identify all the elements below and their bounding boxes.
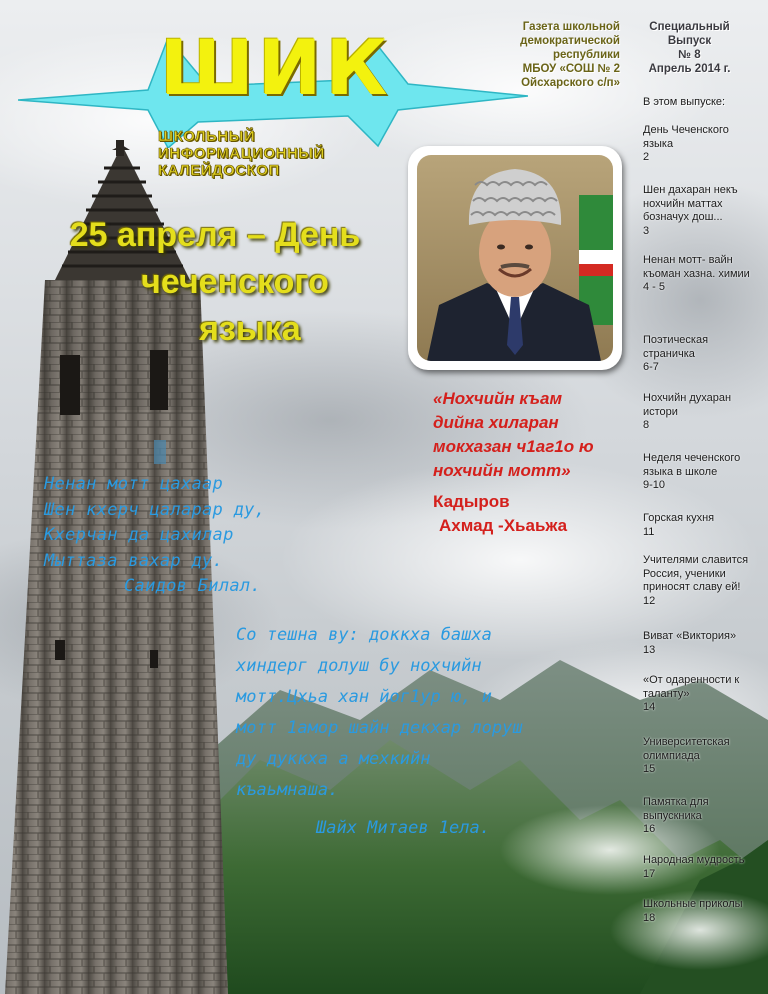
toc-item[interactable]	[643, 334, 755, 375]
toc-item[interactable]	[643, 124, 755, 165]
issue-info	[632, 20, 747, 76]
main-headline	[30, 212, 400, 353]
newspaper-title: ШИК	[160, 23, 392, 112]
portrait-photo-frame	[408, 146, 622, 370]
toc-item-page: 13	[643, 643, 656, 656]
subtitle-line: ШКОЛЬНЫЙ	[158, 128, 256, 145]
toc-item[interactable]	[643, 898, 755, 925]
poem-line: Кхерчан да цахилар	[44, 525, 234, 545]
toc-item[interactable]	[643, 854, 755, 881]
toc-item[interactable]	[643, 554, 755, 608]
saying-block	[236, 620, 606, 806]
toc-item-page: 16	[643, 823, 656, 835]
poem-line: Мыттаза вахар ду.	[44, 550, 224, 571]
newspaper-publisher-info	[480, 20, 620, 90]
saying-line: ду дуккха а мехкийн	[236, 749, 431, 769]
toc-item-page: 12	[643, 594, 656, 607]
publisher-line: Ойсхарского с/п»	[521, 77, 620, 89]
toc-item-title: Нохчийн духаран истори	[643, 392, 732, 418]
poem-author: Саидов Билал.	[124, 576, 261, 596]
toc-item-title: «От одаренности к таланту»	[643, 674, 740, 700]
subtitle-line: КАЛЕЙДОСКОП	[158, 162, 280, 179]
toc-item-title: Неделя чеченского языка в школе	[643, 452, 741, 478]
toc-item[interactable]	[643, 452, 755, 493]
publisher-line: МБОУ «СОШ № 2	[522, 63, 620, 75]
issue-line: Специальный	[649, 21, 730, 33]
saying-author: Шайх Митаев 1ела.	[316, 818, 490, 838]
poem-line: Шен кхерч цаларар ду,	[44, 499, 266, 520]
quote-line: нохчийн мотт»	[433, 461, 571, 480]
toc-item[interactable]	[643, 254, 755, 295]
toc-item[interactable]	[643, 796, 755, 837]
toc-item-page: 2	[643, 151, 650, 163]
toc-item-page: 17	[643, 867, 656, 880]
issue-date: Апрель 2014 г.	[648, 63, 731, 75]
issue-number: № 8	[678, 49, 701, 61]
toc-item-title: Народная мудрость	[643, 854, 745, 866]
toc-item-title: Учителями славится Россия, ученики приносят славу ей!	[643, 554, 749, 593]
toc-item-title: День Чеченского языка	[643, 124, 729, 150]
saying-line: Со тешна ву: доккха башха	[236, 625, 492, 645]
publisher-line: демократической	[520, 35, 620, 47]
toc-item-title: Виват «Виктория»	[643, 630, 737, 642]
toc-item-page: 9-10	[643, 479, 666, 491]
toc-item[interactable]	[643, 736, 755, 777]
toc-item[interactable]	[643, 674, 755, 715]
newspaper-subtitle	[158, 128, 325, 179]
toc-item[interactable]	[643, 512, 755, 539]
toc-item-page: 18	[643, 911, 656, 924]
toc-item-page: 14	[643, 701, 656, 713]
author-line: Кадыров	[433, 492, 510, 511]
toc-item-title: Шен дахаран некъ нохчийн маттах бозначух дош...	[643, 184, 738, 223]
leader-quote	[433, 387, 633, 483]
toc-item-page: 4 - 5	[643, 281, 666, 293]
saying-line: къаьмнаша.	[236, 780, 339, 800]
toc-item-page: 3	[643, 224, 650, 237]
toc-item-title: Университетская олимпиада	[643, 736, 730, 762]
toc-item-title: Школьные приколы	[643, 898, 743, 910]
toc-item-title: Поэтическая страничка	[643, 334, 709, 360]
toc-item-page: 6-7	[643, 361, 659, 373]
issue-line: Выпуск	[667, 35, 712, 47]
publisher-line: республики	[552, 49, 620, 61]
toc-item-page: 15	[643, 763, 656, 775]
toc-item-page: 11	[643, 525, 655, 538]
toc-item[interactable]	[643, 392, 755, 433]
quote-line: мокхазан ч1аг1о ю	[433, 437, 594, 456]
quote-line: дийна хиларан	[433, 413, 559, 432]
toc-item-title: Ненан мотт- вайн къоман хазна. химии	[643, 254, 750, 280]
toc-item-title: Горская кухня	[643, 512, 715, 524]
toc-item-page: 8	[643, 419, 650, 431]
toc-item[interactable]	[643, 184, 755, 238]
toc-item-title: Памятка для выпускника	[643, 796, 709, 822]
toc-heading: В этом выпуске:	[643, 96, 726, 108]
headline-line: языка	[199, 310, 301, 348]
publisher-line: Газета школьной	[522, 21, 620, 33]
toc-item[interactable]	[643, 630, 755, 657]
author-line: Ахмад -Хьаьжа	[439, 516, 568, 535]
poem-line: Ненан мотт цахаар	[44, 474, 224, 494]
subtitle-line: ИНФОРМАЦИОННЫЙ	[158, 145, 325, 162]
headline-line: чеченского	[141, 263, 329, 301]
quote-author	[433, 490, 633, 538]
saying-line: хиндерг долуш бу нохчийн	[236, 656, 482, 676]
saying-line: мотт.Цхьа хан йог1ур ю, и	[236, 687, 492, 707]
saying-line: мотт 1амор шайн декхар лоруш	[236, 718, 523, 738]
headline-line: 25 апреля – День	[69, 216, 361, 254]
portrait-photo	[417, 155, 613, 361]
quote-line: «Нохчийн къам	[433, 389, 563, 408]
poem-block	[44, 472, 344, 600]
